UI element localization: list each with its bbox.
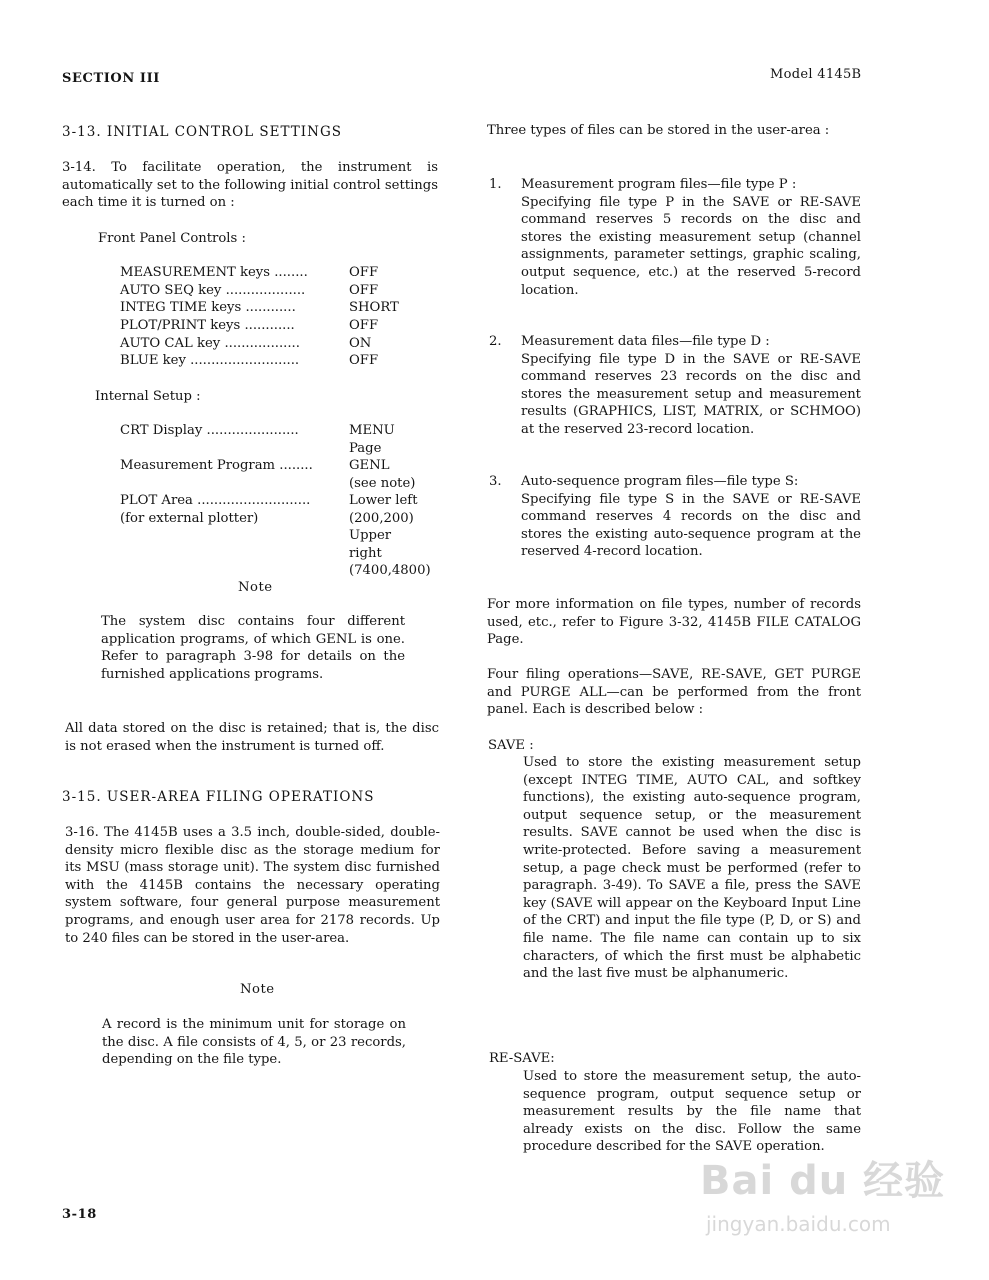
plot-area-value-3: Upper — [349, 528, 392, 543]
fp-item-value: OFF — [349, 353, 379, 368]
list-item — [521, 333, 861, 439]
note-1-text: The system disc contains four different application programs, of which GENL is one. Refer to paragraph 3-98 for details on the furnished applications programs. — [101, 614, 405, 682]
plot-area-label: PLOT Area ........................... — [120, 493, 311, 508]
paragraph-data-retained: All data stored on the disc is retained; that is, the disc is not erased when the instrument is turned off. — [65, 721, 439, 754]
section-label: SECTION III — [62, 71, 160, 86]
plot-area-value-5: (7400,4800) — [349, 563, 431, 578]
fp-item-label: AUTO SEQ key ................... — [120, 283, 306, 298]
paragraph-more-info: For more information on file types, number of records used, etc., refer to Figure 3-32, 4145B FILE CATALOG Page. — [487, 597, 861, 648]
measurement-program-label: Measurement Program ........ — [120, 458, 313, 473]
heading-3-13: 3-13. INITIAL CONTROL SETTINGS — [62, 124, 342, 140]
plot-area-value-1: Lower left — [349, 493, 418, 508]
list-item — [521, 473, 861, 561]
save-description: Used to store the existing measurement setup (except INTEG TIME, AUTO CAL, and softkey functions), the existing auto-sequence program, output sequence setup, or the measurement results. SAVE cannot be used when the disc is write-protected. Before saving a measurement setup, a page check must be performed (refer to paragraph. 3-49). To SAVE a file, press the SAVE key (SAVE will appear on the Keyboard Input Line of the CRT) and input the file type (P, D, or S) and file name. The file name can contain up to six characters, of which the first must be alphabetic and the last five must be alphanumeric. — [523, 755, 861, 982]
paragraph-file-types-intro: Three types of files can be stored in the user-area : — [487, 123, 830, 138]
internal-setup-title: Internal Setup : — [95, 389, 201, 404]
plot-area-value-2: (200,200) — [349, 511, 414, 526]
list-item-body: Specifying file type S in the SAVE or RE-SAVE command reserves 4 records on the disc and stores the existing auto-sequence program at the reserved 4-record location. — [521, 491, 861, 560]
note-2-title: Note — [240, 982, 275, 997]
fp-item-label: PLOT/PRINT keys ............ — [120, 318, 295, 333]
crt-display-value: MENU — [349, 423, 395, 438]
list-item-number: 2. — [489, 334, 502, 349]
note-2-text: A record is the minimum unit for storage on the disc. A file consists of 4, 5, or 23 records, depending on the file type. — [102, 1017, 406, 1068]
resave-title: RE-SAVE: — [489, 1051, 555, 1066]
front-panel-title: Front Panel Controls : — [98, 231, 246, 246]
heading-3-15: 3-15. USER-AREA FILING OPERATIONS — [62, 789, 375, 805]
paragraph-3-16: 3-16. The 4145B uses a 3.5 inch, double-sided, double-density micro flexible disc as the storage medium for its MSU (mass storage unit). The system disc furnished with the 4145B contains the necessary operating system software, four general purpose measurement programs, and enough user area for 2178 records. Up to 240 files can be stored in the user-area. — [65, 825, 440, 946]
list-item — [521, 176, 861, 299]
measurement-program-note: (see note) — [349, 476, 416, 491]
watermark-logo: Bai du 经验 — [700, 1158, 946, 1204]
list-item-number: 3. — [489, 474, 502, 489]
fp-item-value: OFF — [349, 283, 379, 298]
watermark-url: jingyan.baidu.com — [706, 1212, 891, 1236]
page-number: 3-18 — [62, 1207, 97, 1222]
model-label: Model 4145B — [770, 67, 862, 82]
resave-description: Used to store the measurement setup, the auto-sequence program, output sequence setup or measurement results by the file name that already exists on the disc. Follow the same procedure described for the SAVE operation. — [523, 1069, 861, 1155]
plot-area-sublabel: (for external plotter) — [120, 511, 259, 526]
fp-item-value: OFF — [349, 265, 379, 280]
paragraph-3-14: 3-14. To facilitate operation, the instrument is automatically set to the following initial control settings each time it is turned on : — [62, 160, 438, 211]
fp-item-label: AUTO CAL key .................. — [120, 336, 300, 351]
list-item-number: 1. — [489, 177, 502, 192]
list-item-title: Auto-sequence program files—file type S: — [521, 474, 799, 489]
paragraph-four-operations: Four filing operations—SAVE, RE-SAVE, GET PURGE and PURGE ALL—can be performed from the front panel. Each is described below : — [487, 667, 861, 718]
list-item-body: Specifying file type D in the SAVE or RE-SAVE command reserves 23 records on the disc and stores the measurement setup and measurement results (GRAPHICS, LIST, MATRIX, or SCHMOO) at the reserved 23-record location. — [521, 351, 861, 437]
note-1-title: Note — [238, 580, 273, 595]
plot-area-value-4: right — [349, 546, 382, 561]
list-item-title: Measurement data files—file type D : — [521, 334, 770, 349]
list-item-body: Specifying file type P in the SAVE or RE-SAVE command reserves 5 records on the disc and stores the existing measurement setup (channel assignments, parameter settings, graphic scaling, output sequence, etc.) at the reserved 5-record location. — [521, 194, 861, 298]
crt-display-label: CRT Display ...................... — [120, 423, 299, 438]
crt-display-value-2: Page — [349, 441, 382, 456]
fp-item-value: OFF — [349, 318, 379, 333]
measurement-program-value: GENL — [349, 458, 390, 473]
fp-item-label: INTEG TIME keys ............ — [120, 300, 296, 315]
fp-item-label: MEASUREMENT keys ........ — [120, 265, 308, 280]
fp-item-value: ON — [349, 336, 372, 351]
list-item-title: Measurement program files—file type P : — [521, 177, 797, 192]
fp-item-label: BLUE key .......................... — [120, 353, 300, 368]
fp-item-value: SHORT — [349, 300, 399, 315]
save-title: SAVE : — [488, 738, 534, 753]
